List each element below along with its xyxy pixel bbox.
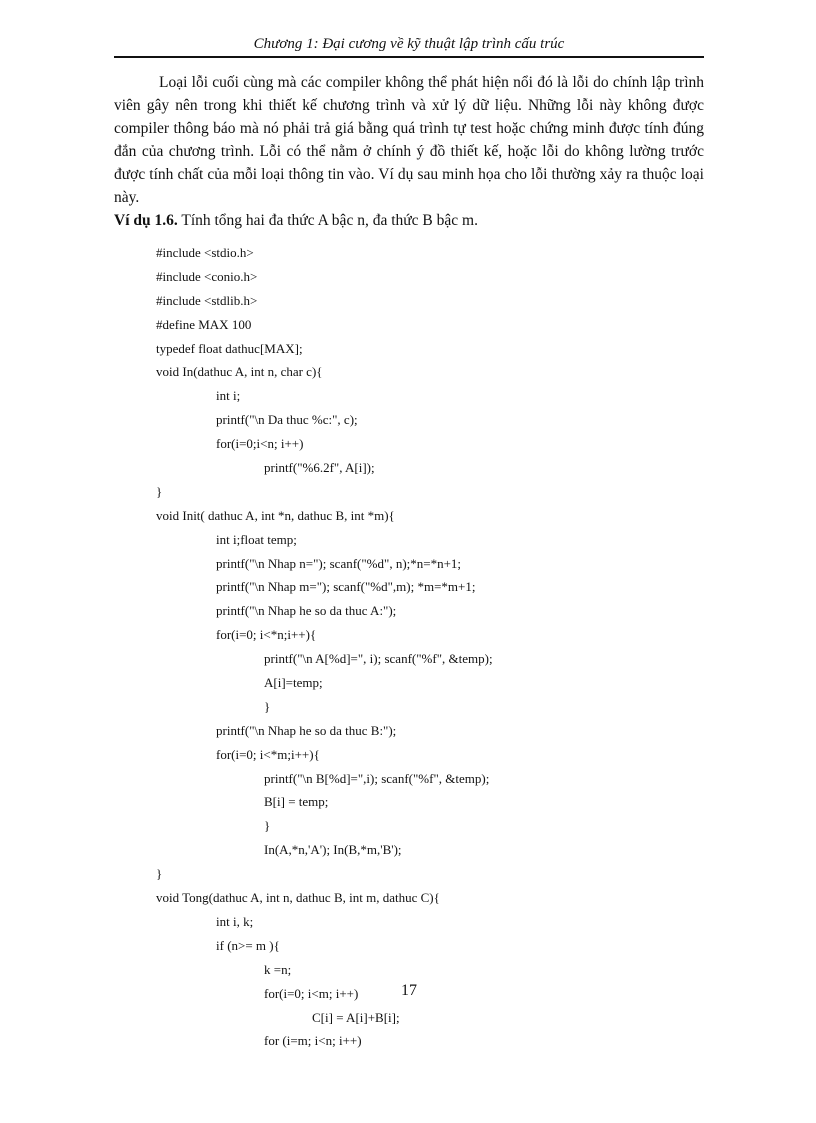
example-text: Tính tổng hai đa thức A bậc n, đa thức B bậc m. [177,212,478,229]
code-line: In(A,*n,'A'); In(B,*m,'B'); [264,842,402,858]
code-line: if (n>= m ){ [216,937,280,953]
code-line: } [156,866,163,882]
code-line: #include <stdio.h> [156,245,254,260]
code-line: printf("\n Nhap n="); scanf("%d", n);*n=*n+1; [216,555,462,571]
code-line: printf("\n B[%d]=",i); scanf("%f", &temp); [264,770,490,786]
code-line: B[i] = temp; [264,794,329,810]
code-line: #include <stdlib.h> [156,292,258,308]
code-line: } [264,818,271,834]
code-line: printf("\n Da thuc %c:", c); [216,412,358,428]
body-paragraph: Loại lỗi cuối cùng mà các compiler không thể phát hiện nổi đó là lỗi do chính lập trình viên gây nên trong khi thiết kế chương trình và xử lý dữ liệu. Những lỗi này không được compiler thông báo mà nó phải trả giá bằng quá trình tự test hoặc chứng minh được tính đúng đắn của chương trình. Lỗi có thể nằm ở chính ý đồ thiết kế, hoặc lỗi do không lường trước được tính chất của mỗi loại thông tin vào. Ví dụ sau minh họa cho lỗi thường xảy ra thuộc loại này. [114,74,704,206]
example-label: Ví dụ 1.6. [114,212,178,229]
chapter-header: Chương 1: Đại cương về kỹ thuật lập trình cấu trúc [253,36,565,52]
example-heading [114,212,704,230]
code-line: for(i=0; i<*n;i++){ [216,627,317,643]
code-line: } [156,483,163,499]
code-line: } [264,698,271,714]
code-line: void Init( dathuc A, int *n, dathuc B, int *m){ [156,507,395,523]
code-line: C[i] = A[i]+B[i]; [312,1009,400,1025]
code-line: k =n; [264,961,292,977]
code-line: for (i=m; i<n; i++) [264,1033,362,1049]
code-line: printf("\n A[%d]=", i); scanf("%f", &temp); [264,651,493,667]
code-line: void Tong(dathuc A, int n, dathuc B, int m, dathuc C){ [156,890,440,906]
code-line: for(i=0;i<n; i++) [216,436,304,452]
page-number: 17 [401,982,417,999]
code-line: printf("%6.2f", A[i]); [264,460,375,476]
code-listing [156,241,493,1053]
code-line: int i;float temp; [216,531,297,547]
code-line: printf("\n Nhap he so da thuc B:"); [216,722,397,738]
code-line: #define MAX 100 [156,316,252,332]
code-line: #include <conio.h> [156,268,258,284]
code-line: typedef float dathuc[MAX]; [156,340,303,356]
code-line: printf("\n Nhap m="); scanf("%d",m); *m=*m+1; [216,579,476,595]
code-line: printf("\n Nhap he so da thuc A:"); [216,603,397,619]
header-rule [114,56,704,58]
code-line: void In(dathuc A, int n, char c){ [156,364,323,380]
code-line: for(i=0; i<*m;i++){ [216,746,320,762]
code-line: for(i=0; i<m; i++) [264,985,359,1001]
code-line: int i, k; [216,913,254,929]
code-line: int i; [216,388,241,404]
code-line: A[i]=temp; [264,675,323,691]
